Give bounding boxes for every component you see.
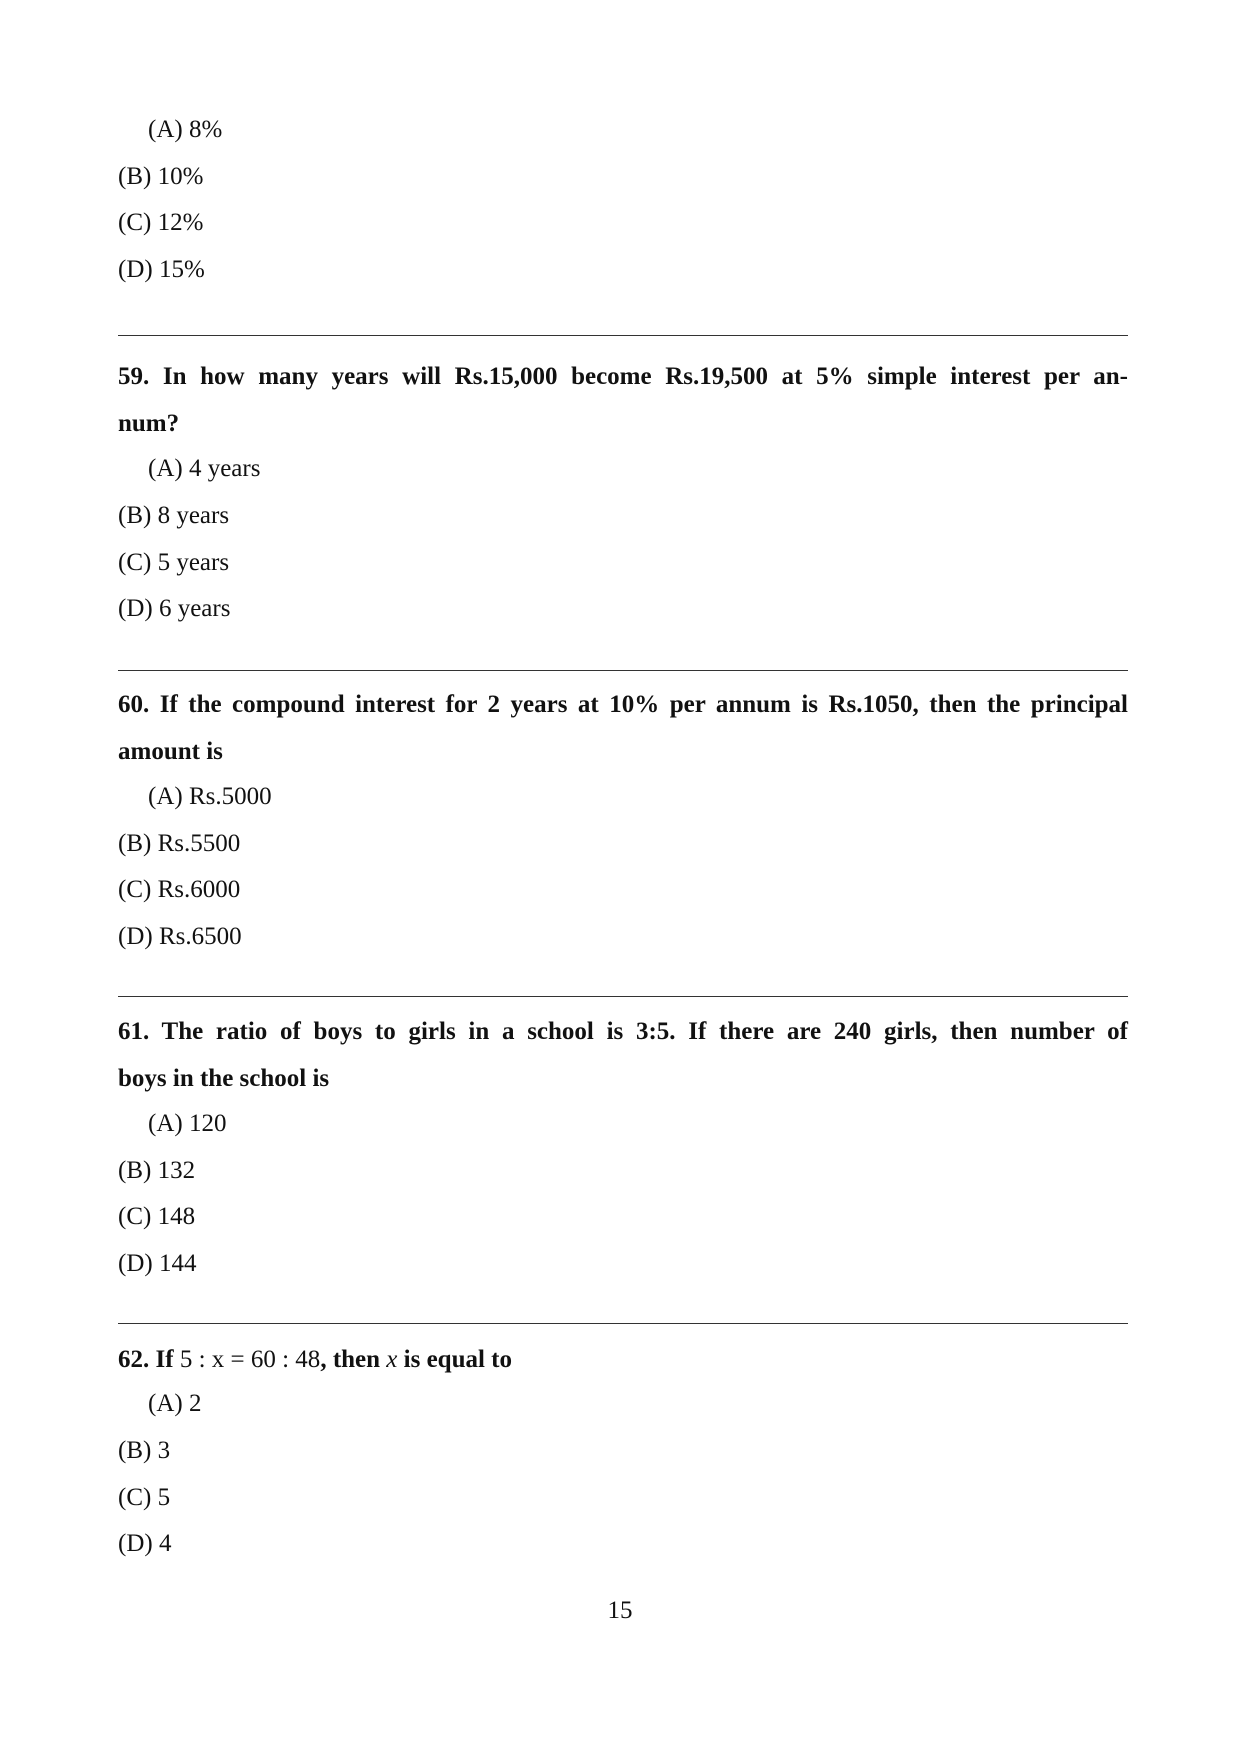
q62-option-b: (B) 3	[118, 1437, 171, 1464]
question-61-text-line2: boys in the school is	[118, 1065, 330, 1092]
q58-option-b: (B) 10%	[118, 163, 204, 190]
q61-option-d: (D) 144	[118, 1250, 197, 1277]
question-61-text-line1: 61. The ratio of boys to girls in a school is 3:5. If there are 240 girls, then number of	[118, 1018, 1128, 1045]
divider	[118, 1323, 1128, 1324]
question-60	[118, 681, 1128, 775]
q60-option-d: (D) Rs.6500	[118, 923, 242, 950]
divider	[118, 335, 1128, 336]
page-number: 15	[607, 1597, 633, 1624]
q58-option-c: (C) 12%	[118, 209, 204, 236]
q62-option-c: (C) 5	[118, 1484, 171, 1511]
q60-option-a: (A) Rs.5000	[148, 783, 272, 810]
question-62-prefix: 62. If	[118, 1346, 180, 1373]
q61-option-a: (A) 120	[148, 1110, 227, 1137]
q59-option-a: (A) 4 years	[148, 455, 261, 482]
divider	[118, 670, 1128, 671]
q61-option-c: (C) 148	[118, 1203, 196, 1230]
question-62-suffix: is equal to	[397, 1346, 513, 1373]
question-60-text-line1: 60. If the compound interest for 2 years at 10% per annum is Rs.1050, then the principal	[118, 691, 1128, 718]
question-60-text-line2: amount is	[118, 738, 223, 765]
question-59	[118, 353, 1128, 447]
question-59-text-line1: 59. In how many years will Rs.15,000 become Rs.19,500 at 5% simple interest per an-	[118, 363, 1128, 390]
q59-option-d: (D) 6 years	[118, 595, 231, 622]
q61-option-b: (B) 132	[118, 1157, 196, 1184]
q62-option-d: (D) 4	[118, 1530, 172, 1557]
question-62-middle: , then	[320, 1346, 387, 1373]
q59-option-b: (B) 8 years	[118, 502, 230, 529]
question-62-ratio-equation: 5 : x = 60 : 48	[179, 1346, 321, 1373]
q60-option-b: (B) Rs.5500	[118, 830, 241, 857]
q60-option-c: (C) Rs.6000	[118, 876, 241, 903]
question-62	[118, 1336, 1128, 1383]
q59-option-c: (C) 5 years	[118, 549, 230, 576]
q62-option-a: (A) 2	[148, 1390, 202, 1417]
question-62-text	[118, 1336, 1128, 1383]
q58-option-a: (A) 8%	[148, 116, 223, 143]
q58-option-d: (D) 15%	[118, 256, 205, 283]
question-62-variable: x	[386, 1346, 398, 1373]
question-61	[118, 1008, 1128, 1102]
question-59-text-line2: num?	[118, 410, 180, 437]
divider	[118, 996, 1128, 997]
